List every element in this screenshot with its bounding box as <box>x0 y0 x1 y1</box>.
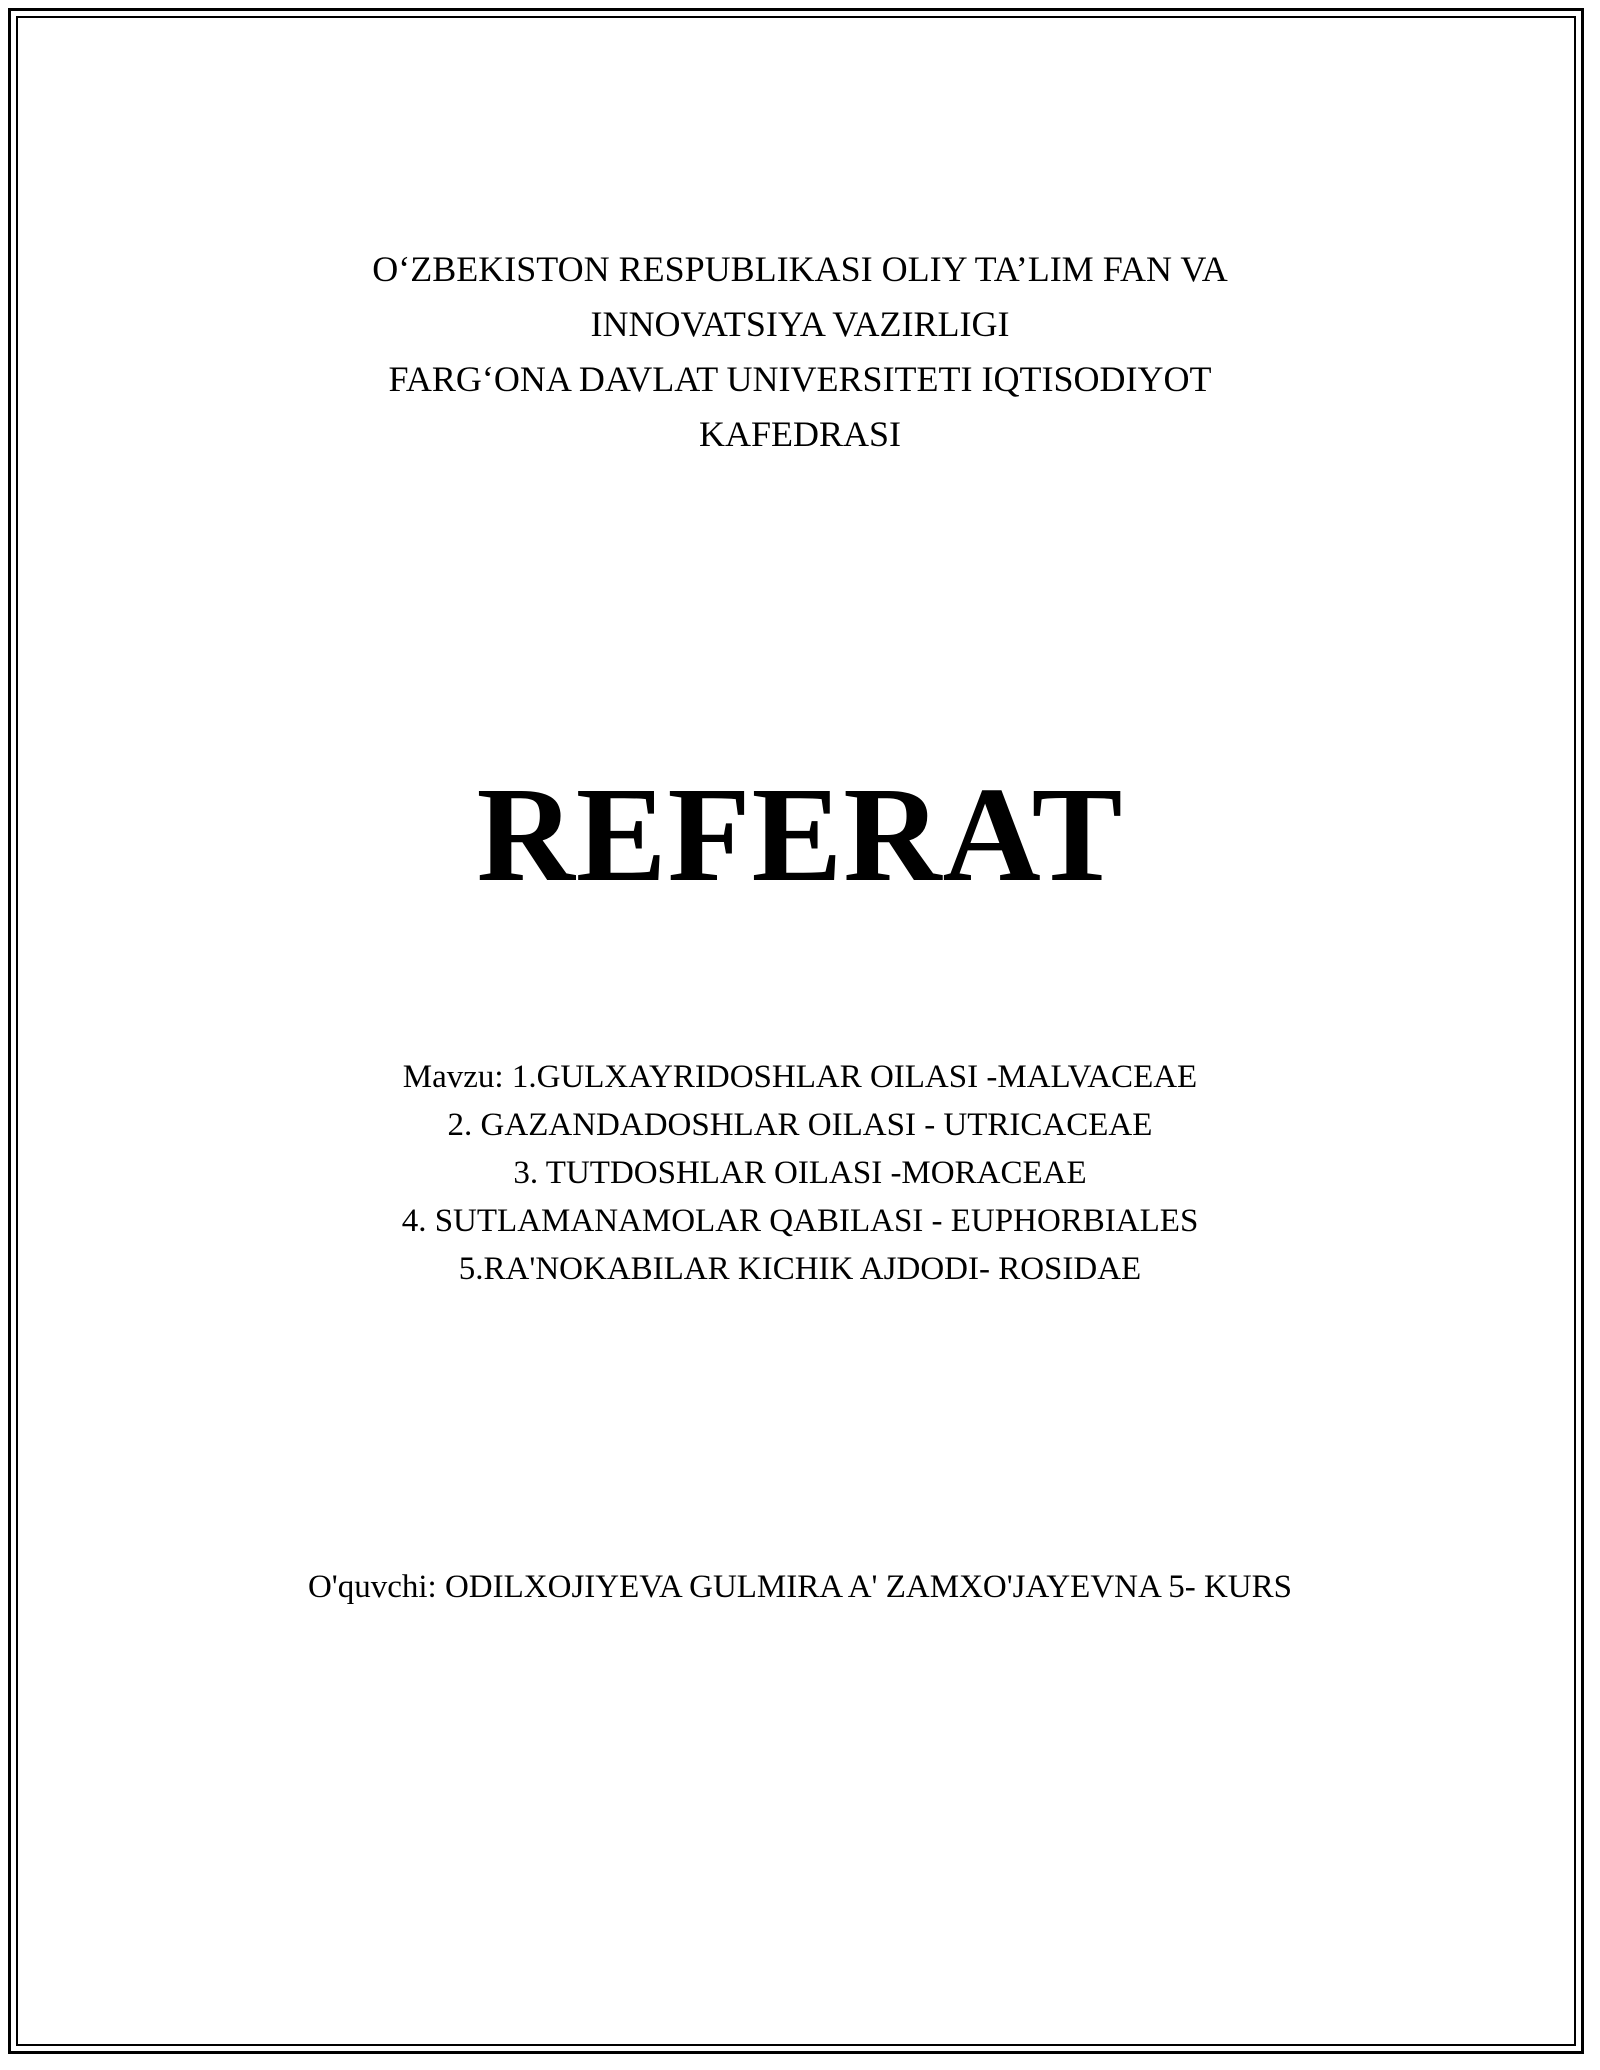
topic-line: Mavzu: 1.GULXAYRIDOSHLAR OILASI -MALVACEAE <box>402 1059 1198 1095</box>
header-line: FARG‘ONA DAVLAT UNIVERSITETI IQTISODIYOT <box>388 359 1212 399</box>
header-line: KAFEDRASI <box>698 414 902 454</box>
institution-header <box>0 242 1600 462</box>
student-line: O'quvchi: ODILXOJIYEVA GULMIRA A' ZAMXO'JAYEVNA 5- KURS <box>307 1569 1293 1605</box>
topics-list <box>0 1053 1600 1293</box>
header-line: O‘ZBEKISTON RESPUBLIKASI OLIY TA’LIM FAN VA <box>372 249 1228 289</box>
topic-line: 3. TUTDOSHLAR OILASI -MORACEAE <box>513 1155 1087 1191</box>
document-title: REFERAT <box>476 760 1124 910</box>
topic-line: 4. SUTLAMANAMOLAR QABILASI - EUPHORBIALES <box>401 1203 1199 1239</box>
header-line: INNOVATSIYA VAZIRLIGI <box>590 304 1010 344</box>
topic-line: 2. GAZANDADOSHLAR OILASI - UTRICACEAE <box>447 1107 1153 1143</box>
topic-line: 5.RA'NOKABILAR KICHIK AJDODI- ROSIDAE <box>458 1251 1142 1287</box>
